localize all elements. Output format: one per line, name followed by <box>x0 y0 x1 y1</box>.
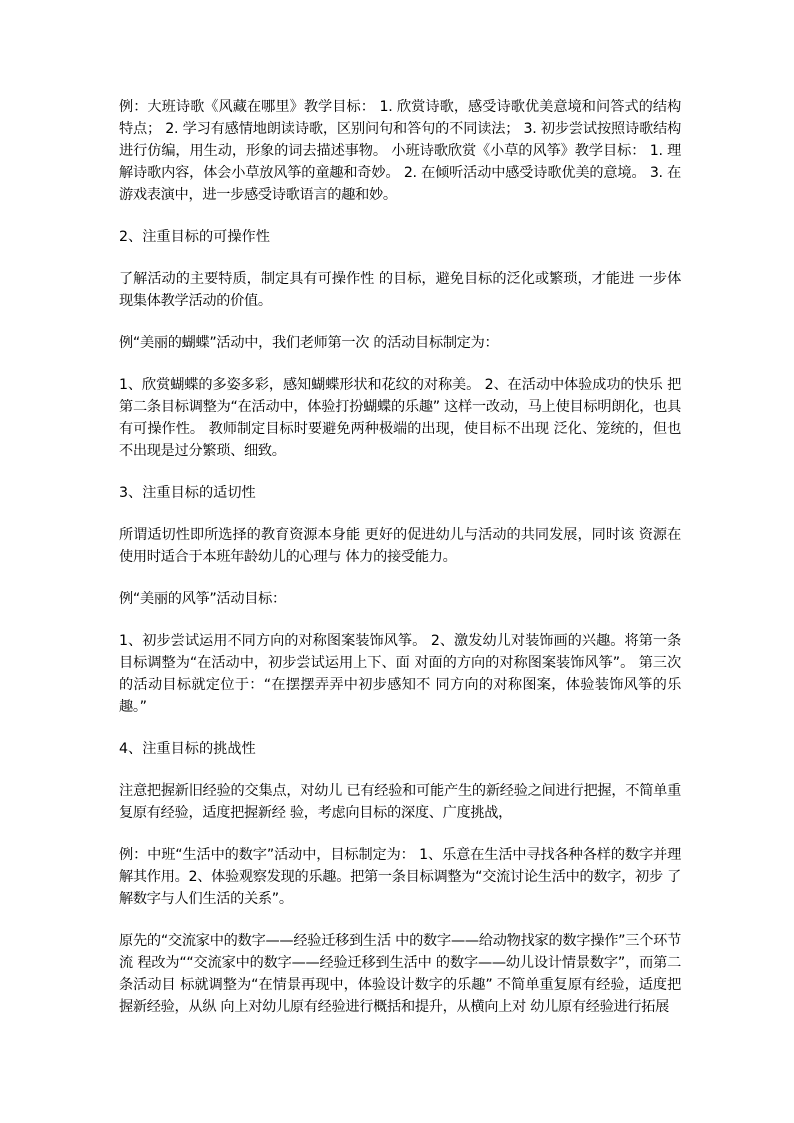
paragraph-kite-example: 例“美丽的风筝”活动目标： <box>119 591 286 607</box>
section-heading-challenge: 4、注重目标的挑战性 <box>119 741 256 757</box>
paragraph-poem-goals: 例：大班诗歌《风藏在哪里》教学目标： 1. 欣赏诗歌，感受诗歌优美意境和问答式的结构特点； 2. 学习有感情地朗读诗歌，区别问句和答句的不同读法； 3. 初步尝试按照诗歌结构进行仿编，用生动，形象的词去描述事物。 小班诗歌欣赏《小草的风筝》教学目标： 1. 理解诗歌内容，体会小草放风筝的童趣和奇妙。 2. 在倾听活动中感受诗歌优美的意境。 3. 在游戏表演中，进一步感受诗歌语言的趣和妙。 <box>119 99 681 203</box>
paragraph-challenge-intro: 注意把握新旧经验的交集点，对幼儿 已有经验和可能产生的新经验之间进行把握，不简单重复原有经验，适度把握新经 验，考虑向目标的深度、广度挑战， <box>119 783 681 821</box>
document-body <box>119 96 681 1038</box>
paragraph-suitability-intro: 所谓适切性即所选择的教育资源本身能 更好的促进幼儿与活动的共同发展，同时该 资源在使用时适合于本班年龄幼儿的心理与 体力的接受能力。 <box>119 527 681 565</box>
paragraph-butterfly-example: 例“美丽的蝴蝶”活动中，我们老师第一次 的活动目标制定为： <box>119 335 499 351</box>
paragraph-butterfly-goals: 1、欣赏蝴蝶的多姿多彩，感知蝴蝶形状和花纹的对称美。 2、在活动中体验成功的快乐 把第二条目标调整为“在活动中，体验打扮蝴蝶的乐趣” 这样一改动，马上使目标明朗化，也具有可操作性。 教师制定目标时要避免两种极端的出现，使目标不出现 泛化、笼统的，但也不出现是过分繁琐、细致。 <box>119 377 681 459</box>
paragraph-operability-intro: 了解活动的主要特质，制定具有可操作性 的目标，避免目标的泛化或繁琐，才能进 一步体现集体教学活动的价值。 <box>119 271 681 309</box>
section-heading-suitability: 3、注重目标的适切性 <box>119 485 256 501</box>
section-heading-operability: 2、注重目标的可操作性 <box>119 229 270 245</box>
paragraph-numbers-example: 例：中班“生活中的数字”活动中，目标制定为： 1、乐意在生活中寻找各种各样的数字并理解其作用。2、体验观察发现的乐趣。把第一条目标调整为“交流讨论生活中的数字，初步 了解数字与人们生活的关系”。 <box>119 847 681 907</box>
paragraph-kite-goals: 1、初步尝试运用不同方向的对称图案装饰风筝。 2、激发幼儿对装饰画的兴趣。将第一条目标调整为“在活动中，初步尝试运用上下、面 对面的方向的对称图案装饰风筝”。 第三次的活动目标就定位于：“在摆摆弄弄中初步感知不 同方向的对称图案，体验装饰风筝的乐趣。” <box>119 633 681 715</box>
paragraph-numbers-revision: 原先的“交流家中的数字——经验迁移到生活 中的数字——给动物找家的数字操作”三个环节流 程改为““交流家中的数字——经验迁移到生活中 的数字——幼儿设计情景数字”，而第二条活动目 标就调整为“在情景再现中，体验设计数字的乐趣” 不简单重复原有经验，适度把握新经验，从纵 向上对幼儿原有经验进行概括和提升，从横向上对 幼儿原有经验进行拓展 <box>119 933 681 1015</box>
